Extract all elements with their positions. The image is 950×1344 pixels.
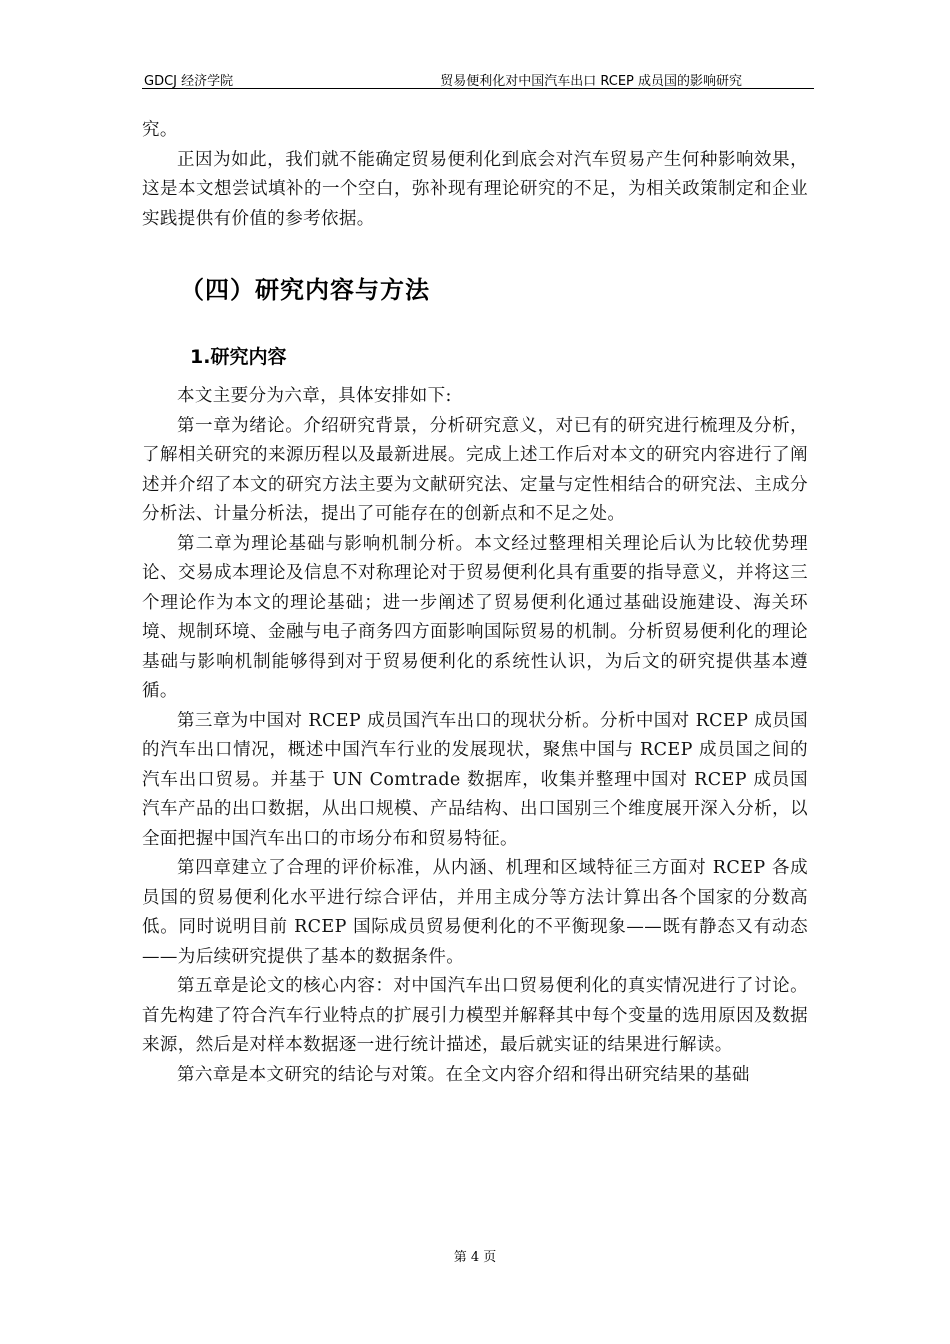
paragraph: 究。 [142,120,178,140]
paragraph: 第四章建立了合理的评价标准，从内涵、机理和区域特征三方面对 RCEP 各成员国的贸易便利化水平进行综合评估，并用主成分等方法计算出各个国家的分数高低。同时说明目前 RCEP 国际成员贸易便利化的不平衡现象——既有静态又有动态——为后续研究提供了基本的数据条件。 [142,858,808,967]
header-thesis-title: 贸易便利化对中国汽车出口 RCEP 成员国的影响研究 [440,74,742,89]
page-header [142,70,814,89]
page-number: 第 4 页 [453,1250,497,1265]
header-school: GDCJ 经济学院 [144,74,234,89]
paragraph: 第五章是论文的核心内容：对中国汽车出口贸易便利化的真实情况进行了讨论。首先构建了符合汽车行业特点的扩展引力模型并解释其中每个变量的选用原因及数据来源，然后是对样本数据逐一进行统计描述，最后就实证的结果进行解读。 [142,976,808,1055]
intro-block [142,116,808,234]
paragraph: 第三章为中国对 RCEP 成员国汽车出口的现状分析。分析中国对 RCEP 成员国的汽车出口情况，概述中国汽车行业的发展现状，聚焦中国与 RCEP 成员国之间的汽车出口贸易。并基于 UN Comtrade 数据库，收集并整理中国对 RCEP 成员国汽车产品的出口数据，从出口规模、产品结构、出口国别三个维度展开深入分析，以全面把握中国汽车出口的市场分布和贸易特征。 [142,710,808,849]
subsection-heading: 1.研究内容 [190,346,287,368]
section-heading: （四）研究内容与方法 [180,276,430,304]
paragraph: 第六章是本文研究的结论与对策。在全文内容介绍和得出研究结果的基础 [177,1064,750,1085]
paragraph: 第一章为绪论。介绍研究背景，分析研究意义，对已有的研究进行梳理及分析，了解相关研究的来源历程以及最新进展。完成上述工作后对本文的研究内容进行了阐述并介绍了本文的研究方法主要为文献研究法、定量与定性相结合的研究法、主成分分析法、计量分析法，提出了可能存在的创新点和不足之处。 [142,415,808,524]
paragraph: 正因为如此，我们就不能确定贸易便利化到底会对汽车贸易产生何种影响效果，这是本文想尝试填补的一个空白，弥补现有理论研究的不足，为相关政策制定和企业实践提供有价值的参考依据。 [142,149,808,229]
paragraph: 第二章为理论基础与影响机制分析。本文经过整理相关理论后认为比较优势理论、交易成本理论及信息不对称理论对于贸易便利化具有重要的指导意义，并将这三个理论作为本文的理论基础；进一步阐述了贸易便利化通过基础设施建设、海关环境、规制环境、金融与电子商务四方面影响国际贸易的机制。分析贸易便利化的理论基础与影响机制能够得到对于贸易便利化的系统性认识，为后文的研究提供基本遵循。 [142,533,808,701]
paragraph: 本文主要分为六章，具体安排如下: [177,386,452,406]
content-block [142,382,808,1090]
